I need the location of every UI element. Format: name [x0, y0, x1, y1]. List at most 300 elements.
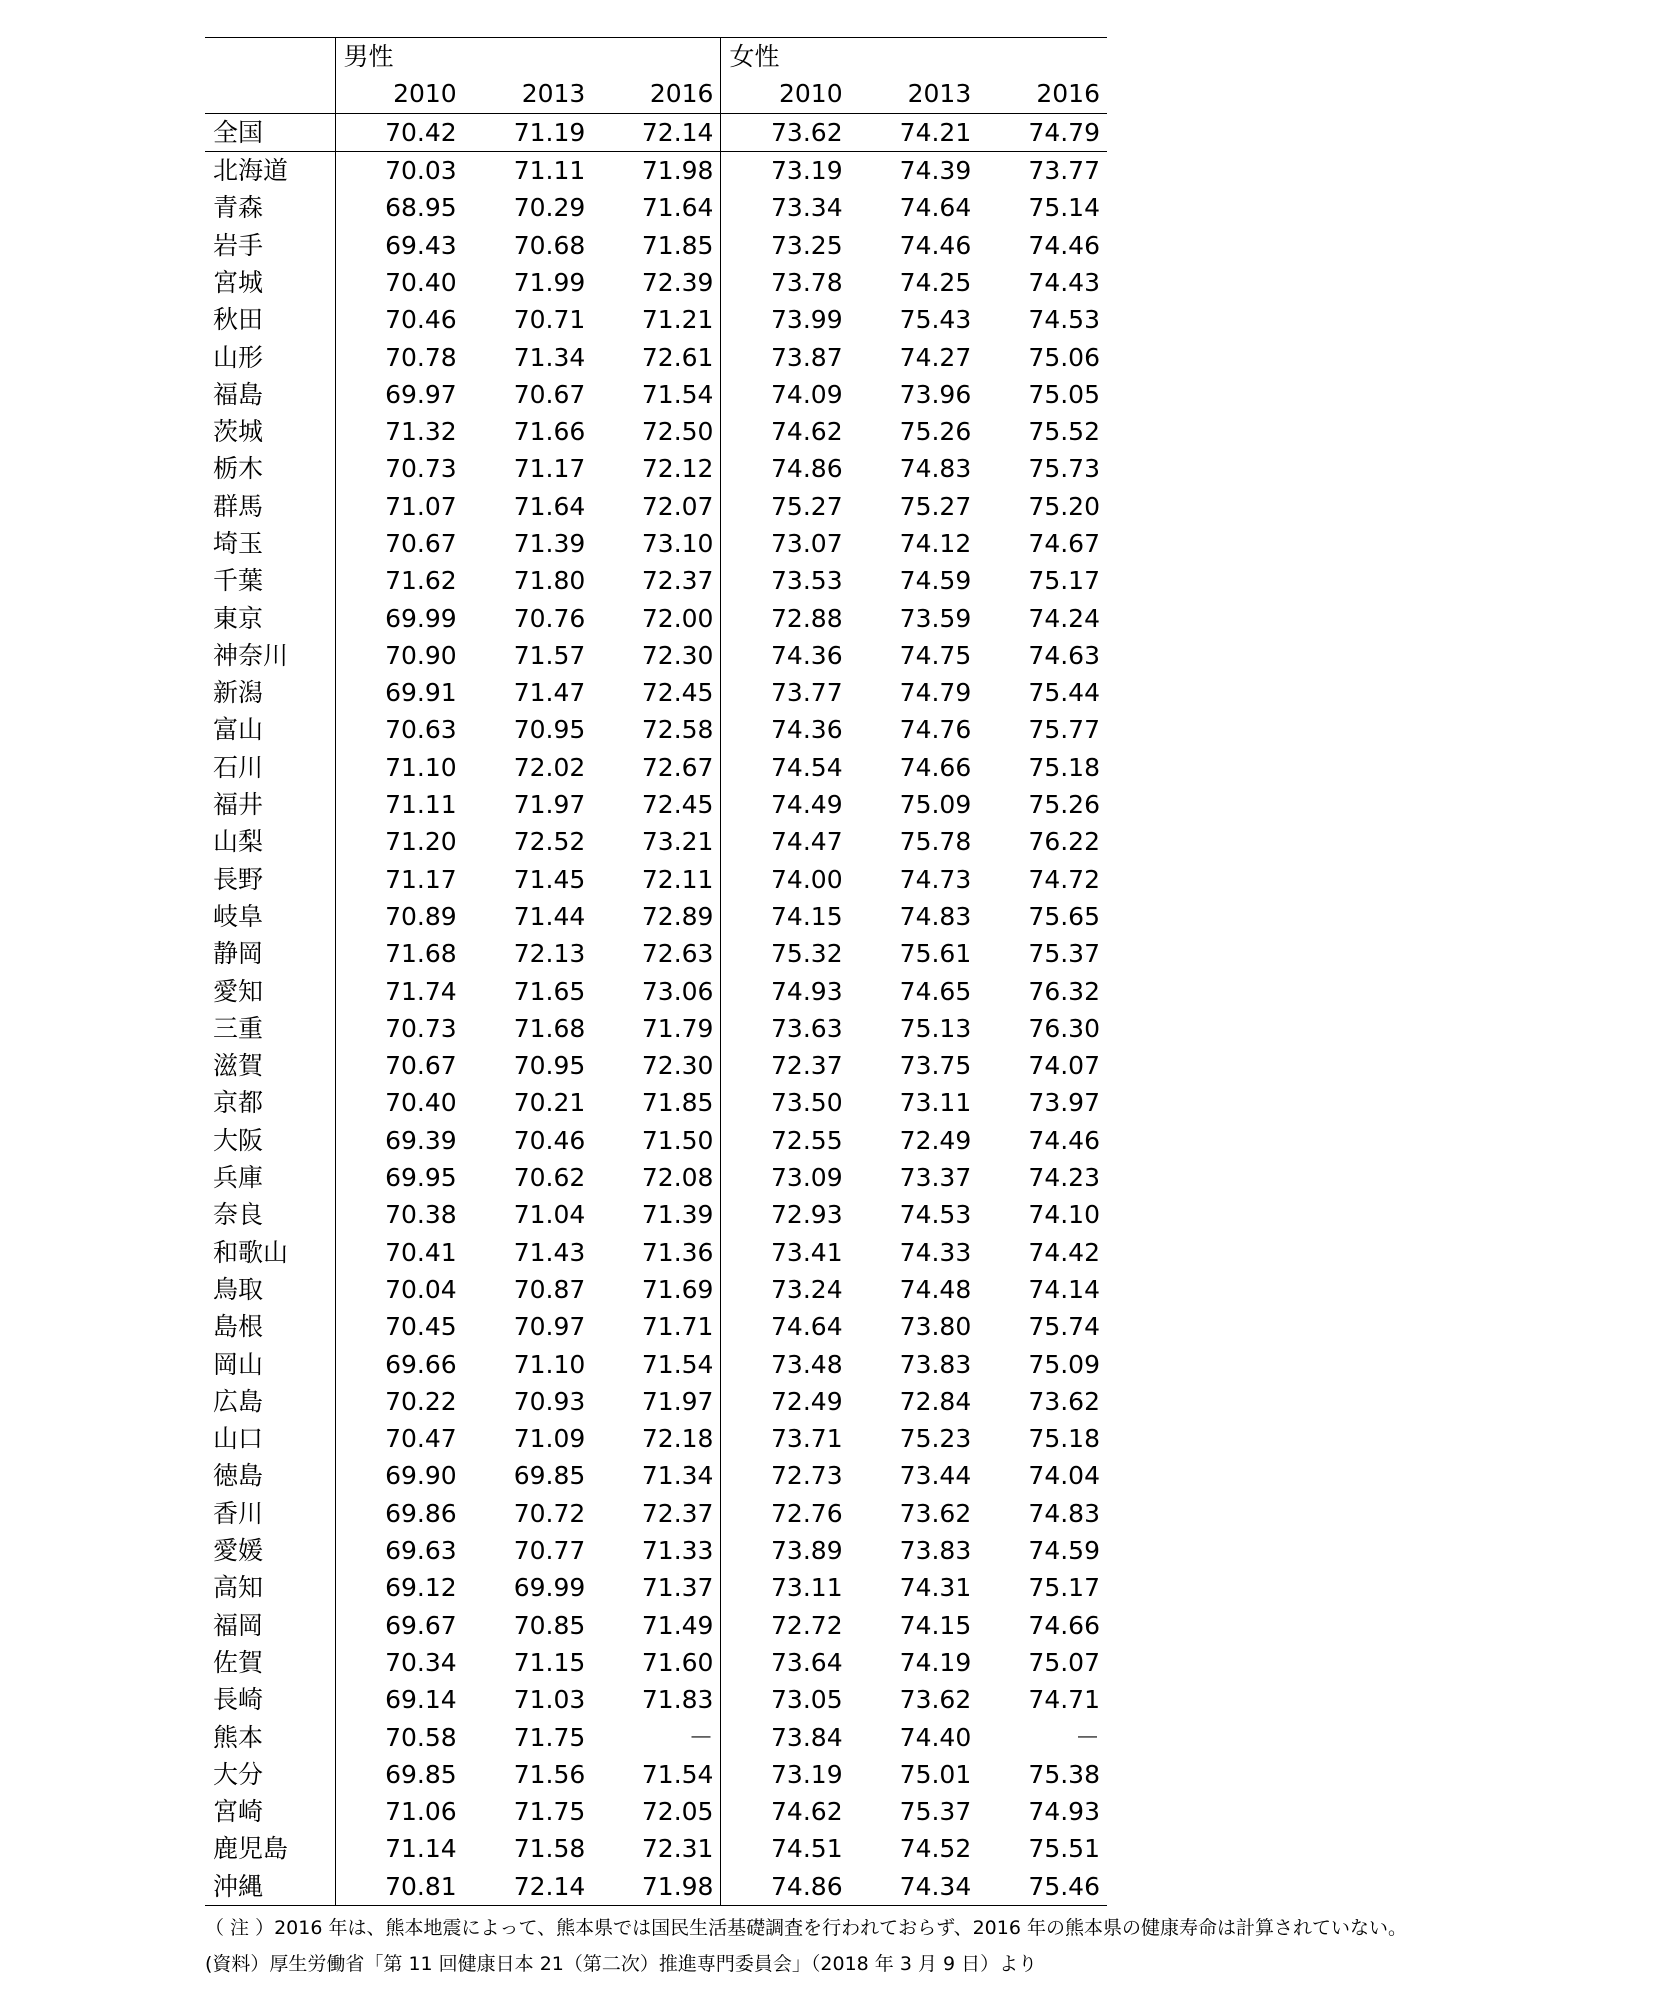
male-2013-cell: 70.67	[513, 379, 586, 409]
male-2013-cell: 71.75	[513, 1797, 586, 1827]
female-2016-cell: 74.04	[1028, 1461, 1100, 1491]
table-row	[205, 413, 1107, 450]
male-2010-cell: 69.97	[335, 376, 464, 413]
female-2013-cell: 72.49	[899, 1125, 972, 1155]
female-2016-cell: 75.06	[1028, 342, 1100, 372]
male-2016-cell: 72.18	[641, 1424, 714, 1454]
table-row	[205, 1495, 1107, 1532]
male-2013-cell: 72.02	[513, 752, 586, 782]
male-2016-cell: 71.36	[641, 1237, 714, 1267]
female-2013-cell: 74.15	[899, 1610, 972, 1640]
male-2013-cell: 72.52	[513, 827, 586, 857]
female-2016-cell: 74.14	[1028, 1274, 1100, 1304]
male-2016-cell: 72.12	[641, 454, 714, 484]
female-2016-cell: 74.66	[1028, 1610, 1100, 1640]
male-2016-cell: 71.34	[641, 1461, 714, 1491]
table-row	[205, 861, 1107, 898]
male-2013-cell: 71.66	[513, 417, 586, 447]
male-2016-cell: 71.97	[641, 1386, 714, 1416]
male-2013-cell: 71.64	[513, 491, 586, 521]
prefecture-cell: 東京	[213, 603, 264, 633]
male-2016-cell: 71.79	[641, 1013, 714, 1043]
female-2016-cell: 74.71	[1028, 1685, 1100, 1715]
table-row	[205, 1457, 1107, 1494]
male-2016-cell: 71.54	[641, 1349, 714, 1379]
female-2010-cell: 74.09	[721, 376, 850, 413]
male-2016-cell: 72.39	[641, 267, 714, 297]
table-row	[205, 1383, 1107, 1420]
male-2016-cell: 71.37	[641, 1573, 714, 1603]
prefecture-cell: 秋田	[213, 305, 264, 335]
prefecture-cell: 三重	[213, 1013, 264, 1043]
prefecture-cell: 奈良	[213, 1200, 264, 1230]
table-row	[205, 1345, 1107, 1382]
table-row	[205, 562, 1107, 599]
female-2013-cell: 73.37	[899, 1163, 972, 1193]
female-2010-cell: 74.54	[721, 749, 850, 786]
female-2010-cell: 75.32	[721, 935, 850, 972]
female-2013-cell: 74.73	[899, 864, 972, 894]
male-2016-cell: 72.45	[641, 790, 714, 820]
female-2013-cell: 75.13	[899, 1013, 972, 1043]
male-2016-cell: 72.30	[641, 640, 714, 670]
female-2016-cell: 75.37	[1028, 939, 1100, 969]
male-2010-cell: 70.22	[335, 1383, 464, 1420]
male-2013-cell: 70.95	[513, 1051, 586, 1081]
national-row	[205, 113, 1107, 151]
female-2013-cell: 75.23	[899, 1424, 972, 1454]
prefecture-cell: 福島	[213, 379, 264, 409]
female-2010-cell: 72.73	[721, 1457, 850, 1494]
male-year-2010: 2010	[335, 75, 464, 113]
male-2010-cell: 71.74	[335, 972, 464, 1009]
female-2013-cell: 74.19	[899, 1647, 972, 1677]
prefecture-cell: 熊本	[213, 1722, 264, 1752]
table-notes	[205, 1910, 1407, 1982]
male-2013-cell: 71.58	[513, 1834, 586, 1864]
prefecture-cell: 大分	[213, 1759, 264, 1789]
table-row	[205, 1196, 1107, 1233]
female-2010-cell: 74.51	[721, 1830, 850, 1867]
female-2016-cell: 75.38	[1028, 1759, 1100, 1789]
prefecture-cell: 鹿児島	[213, 1834, 289, 1864]
male-2010-cell: 70.47	[335, 1420, 464, 1457]
table-row	[205, 599, 1107, 636]
male-2016-cell: 71.33	[641, 1536, 714, 1566]
prefecture-cell: 和歌山	[213, 1237, 289, 1267]
table-row	[205, 450, 1107, 487]
female-2016-cell: 74.79	[978, 113, 1107, 151]
table-row	[205, 488, 1107, 525]
female-2010-cell: 73.48	[721, 1345, 850, 1382]
female-2010-cell: 73.07	[721, 525, 850, 562]
female-2010-cell: 73.63	[721, 1010, 850, 1047]
female-2010-cell: 74.64	[721, 1308, 850, 1345]
table-row	[205, 823, 1107, 860]
male-2013-cell: 71.19	[464, 113, 593, 151]
male-2016-cell: 71.49	[641, 1610, 714, 1640]
female-2016-cell: 75.26	[1028, 790, 1100, 820]
female-2013-cell: 74.12	[899, 529, 972, 558]
male-2013-cell: 71.75	[513, 1722, 586, 1752]
female-2013-cell: 73.83	[899, 1536, 972, 1566]
table-row	[205, 301, 1107, 338]
male-2013-cell: 71.39	[513, 529, 586, 558]
prefecture-cell: 佐賀	[213, 1647, 264, 1677]
table-row	[205, 1868, 1107, 1906]
male-2016-cell: 72.05	[641, 1797, 714, 1827]
male-group-label: 男性	[335, 38, 721, 76]
male-2013-cell: 70.62	[513, 1163, 586, 1193]
prefecture-cell: 愛知	[213, 976, 264, 1006]
female-2010-cell: 73.71	[721, 1420, 850, 1457]
female-2010-cell: 74.15	[721, 898, 850, 935]
male-2010-cell: 68.95	[335, 189, 464, 226]
female-2010-cell: 75.27	[721, 488, 850, 525]
male-2013-cell: 70.46	[513, 1125, 586, 1155]
table-row	[205, 637, 1107, 674]
male-2010-cell: 70.42	[335, 113, 464, 151]
prefecture-cell: 全国	[205, 113, 335, 151]
female-2013-cell: 73.44	[899, 1461, 972, 1491]
male-2013-cell: 70.95	[513, 715, 586, 745]
female-2010-cell: 72.49	[721, 1383, 850, 1420]
male-2013-cell: 71.80	[513, 566, 586, 596]
male-2010-cell: 70.34	[335, 1644, 464, 1681]
male-2016-cell: 71.69	[641, 1274, 714, 1304]
male-2010-cell: 71.11	[335, 786, 464, 823]
female-2016-cell: 74.07	[1028, 1051, 1100, 1081]
female-2016-cell: 75.07	[1028, 1647, 1100, 1677]
prefecture-cell: 埼玉	[213, 529, 264, 558]
female-2016-cell: 74.42	[1028, 1237, 1100, 1267]
female-2010-cell: 73.87	[721, 338, 850, 375]
female-year-2013: 2013	[850, 75, 979, 113]
prefecture-cell: 神奈川	[213, 640, 289, 670]
female-2013-cell: 74.46	[899, 230, 972, 260]
female-2016-cell: 75.52	[1028, 417, 1100, 447]
female-2010-cell: 73.11	[721, 1569, 850, 1606]
female-2010-cell: 73.84	[721, 1718, 850, 1755]
female-2013-cell: 75.78	[899, 827, 972, 857]
prefecture-cell: 福岡	[213, 1610, 264, 1640]
table-row	[205, 711, 1107, 748]
male-2010-cell: 69.43	[335, 226, 464, 263]
male-2016-cell: 72.58	[641, 715, 714, 745]
table-row	[205, 1308, 1107, 1345]
table-row	[205, 674, 1107, 711]
female-2016-cell: －	[1074, 1722, 1100, 1752]
male-2010-cell: 70.67	[335, 1047, 464, 1084]
corner-cell	[205, 75, 335, 113]
female-2016-cell: 74.53	[1028, 305, 1100, 335]
table-row	[205, 749, 1107, 786]
male-2010-cell: 69.99	[335, 599, 464, 636]
prefecture-cell: 静岡	[213, 939, 264, 969]
female-2013-cell: 74.75	[899, 640, 972, 670]
prefecture-cell: 宮城	[213, 267, 264, 297]
male-2013-cell: 71.03	[513, 1685, 586, 1715]
table-row	[205, 1718, 1107, 1755]
male-2013-cell: 71.11	[513, 156, 586, 186]
female-2010-cell: 73.50	[721, 1084, 850, 1121]
female-2010-cell: 73.62	[721, 113, 850, 151]
female-2013-cell: 74.40	[899, 1722, 972, 1752]
male-2016-cell: 71.64	[641, 193, 714, 223]
female-2016-cell: 74.72	[1028, 864, 1100, 894]
male-2013-cell: 71.57	[513, 640, 586, 670]
table-row	[205, 1420, 1107, 1457]
male-2013-cell: 71.09	[513, 1424, 586, 1454]
male-2010-cell: 70.73	[335, 1010, 464, 1047]
female-2013-cell: 74.27	[899, 342, 972, 372]
male-2016-cell: 72.89	[641, 901, 714, 931]
male-2010-cell: 71.62	[335, 562, 464, 599]
table-row	[205, 1793, 1107, 1830]
prefecture-cell: 石川	[213, 752, 264, 782]
female-2013-cell: 75.01	[899, 1759, 972, 1789]
female-2016-cell: 75.17	[1028, 566, 1100, 596]
female-2016-cell: 74.83	[1028, 1498, 1100, 1528]
prefecture-cell: 滋賀	[213, 1051, 264, 1081]
table-row	[205, 1606, 1107, 1643]
male-2016-cell: 73.10	[641, 529, 714, 558]
male-2016-cell: 71.71	[641, 1312, 714, 1342]
prefecture-cell: 茨城	[213, 417, 264, 447]
male-2010-cell: 71.10	[335, 749, 464, 786]
female-2013-cell: 74.31	[899, 1573, 972, 1603]
male-2016-cell: 72.30	[641, 1051, 714, 1081]
year-header-row	[205, 75, 1107, 113]
male-2010-cell: 70.89	[335, 898, 464, 935]
male-2013-cell: 71.45	[513, 864, 586, 894]
female-2013-cell: 74.21	[850, 113, 979, 151]
female-2010-cell: 73.53	[721, 562, 850, 599]
male-2010-cell: 71.06	[335, 1793, 464, 1830]
prefecture-cell: 北海道	[213, 156, 289, 186]
female-year-2016: 2016	[978, 75, 1107, 113]
male-2016-cell: 71.54	[641, 1759, 714, 1789]
female-2016-cell: 75.09	[1028, 1349, 1100, 1379]
female-2016-cell: 74.63	[1028, 640, 1100, 670]
table-row	[205, 1084, 1107, 1121]
prefecture-cell: 山梨	[213, 827, 264, 857]
female-2016-cell: 75.51	[1028, 1834, 1100, 1864]
female-2010-cell: 73.41	[721, 1234, 850, 1271]
table-row	[205, 525, 1107, 562]
table-row	[205, 1159, 1107, 1196]
male-2013-cell: 69.99	[513, 1573, 586, 1603]
male-2016-cell: 71.39	[641, 1200, 714, 1230]
prefecture-cell: 香川	[213, 1498, 264, 1528]
female-2010-cell: 73.24	[721, 1271, 850, 1308]
male-2010-cell: 69.67	[335, 1606, 464, 1643]
male-2016-cell: 72.11	[641, 864, 714, 894]
male-2010-cell: 71.07	[335, 488, 464, 525]
female-2013-cell: 75.43	[899, 305, 972, 335]
male-2013-cell: 71.97	[513, 790, 586, 820]
prefecture-cell: 岩手	[213, 230, 264, 260]
female-2013-cell: 74.66	[899, 752, 972, 782]
male-2010-cell: 70.67	[335, 525, 464, 562]
female-2010-cell: 72.88	[721, 599, 850, 636]
female-2010-cell: 73.64	[721, 1644, 850, 1681]
female-2010-cell: 73.05	[721, 1681, 850, 1718]
prefecture-cell: 高知	[213, 1573, 264, 1603]
note-text: （ 注 ）2016 年は、熊本地震によって、熊本県では国民生活基礎調査を行われておらず、2016 年の熊本県の健康寿命は計算されていない。	[205, 1917, 1407, 1939]
female-2013-cell: 73.96	[899, 379, 972, 409]
male-2013-cell: 71.65	[513, 976, 586, 1006]
female-2010-cell: 74.49	[721, 786, 850, 823]
female-2016-cell: 74.67	[1028, 529, 1100, 558]
male-2013-cell: 70.77	[513, 1536, 586, 1566]
female-2016-cell: 75.20	[1028, 491, 1100, 521]
female-2016-cell: 75.05	[1028, 379, 1100, 409]
table-row	[205, 972, 1107, 1009]
prefecture-cell: 京都	[213, 1088, 264, 1118]
female-2013-cell: 74.59	[899, 566, 972, 596]
female-2013-cell: 74.65	[899, 976, 972, 1006]
male-2016-cell: 71.54	[641, 379, 714, 409]
female-2010-cell: 73.77	[721, 674, 850, 711]
female-2013-cell: 75.61	[899, 939, 972, 969]
female-2013-cell: 75.27	[899, 491, 972, 521]
female-2016-cell: 74.23	[1028, 1163, 1100, 1193]
prefecture-cell: 千葉	[213, 566, 264, 596]
male-2013-cell: 70.72	[513, 1498, 586, 1528]
male-2013-cell: 70.97	[513, 1312, 586, 1342]
female-2016-cell: 74.93	[1028, 1797, 1100, 1827]
male-2013-cell: 71.17	[513, 454, 586, 484]
female-2013-cell: 73.75	[899, 1051, 972, 1081]
female-2013-cell: 74.83	[899, 454, 972, 484]
male-2013-cell: 71.43	[513, 1237, 586, 1267]
female-2010-cell: 73.99	[721, 301, 850, 338]
male-2010-cell: 70.73	[335, 450, 464, 487]
female-2010-cell: 74.62	[721, 1793, 850, 1830]
male-2016-cell: 72.67	[641, 752, 714, 782]
prefecture-cell: 長野	[213, 864, 264, 894]
female-2013-cell: 73.11	[899, 1088, 972, 1118]
female-2010-cell: 73.78	[721, 264, 850, 301]
female-2013-cell: 72.84	[899, 1386, 972, 1416]
male-2013-cell: 69.85	[513, 1461, 586, 1491]
male-2016-cell: 71.21	[641, 305, 714, 335]
prefecture-cell: 徳島	[213, 1461, 264, 1491]
female-2016-cell: 76.22	[1028, 827, 1100, 857]
female-2010-cell: 74.36	[721, 637, 850, 674]
male-2013-cell: 70.93	[513, 1386, 586, 1416]
male-2016-cell: 72.31	[641, 1834, 714, 1864]
prefecture-cell: 新潟	[213, 678, 264, 708]
female-2013-cell: 75.09	[899, 790, 972, 820]
male-2010-cell: 70.90	[335, 637, 464, 674]
male-2013-cell: 70.76	[513, 603, 586, 633]
table-row	[205, 1047, 1107, 1084]
prefecture-cell: 島根	[213, 1312, 264, 1342]
female-2010-cell: 74.47	[721, 823, 850, 860]
male-2010-cell: 69.66	[335, 1345, 464, 1382]
prefecture-cell: 群馬	[213, 491, 264, 521]
male-2010-cell: 71.17	[335, 861, 464, 898]
table-row	[205, 786, 1107, 823]
female-2013-cell: 74.33	[899, 1237, 972, 1267]
female-2016-cell: 73.62	[1028, 1386, 1100, 1416]
table-row	[205, 1569, 1107, 1606]
male-2010-cell: 69.86	[335, 1495, 464, 1532]
male-2010-cell: 70.58	[335, 1718, 464, 1755]
female-2013-cell: 73.59	[899, 603, 972, 633]
female-2013-cell: 75.37	[899, 1797, 972, 1827]
male-2013-cell: 71.04	[513, 1200, 586, 1230]
prefecture-cell: 岐阜	[213, 901, 264, 931]
female-2010-cell: 73.25	[721, 226, 850, 263]
prefecture-cell: 広島	[213, 1386, 264, 1416]
prefecture-cell: 大阪	[213, 1125, 264, 1155]
prefecture-cell: 宮崎	[213, 1797, 264, 1827]
female-2016-cell: 74.24	[1028, 603, 1100, 633]
table-row	[205, 376, 1107, 413]
male-2013-cell: 70.29	[513, 193, 586, 223]
male-2010-cell: 69.63	[335, 1532, 464, 1569]
female-2016-cell: 73.97	[1028, 1088, 1100, 1118]
male-2010-cell: 70.03	[335, 151, 464, 189]
prefecture-cell: 山形	[213, 342, 264, 372]
male-2013-cell: 71.99	[513, 267, 586, 297]
male-2010-cell: 71.68	[335, 935, 464, 972]
male-2013-cell: 71.56	[513, 1759, 586, 1789]
female-2016-cell: 75.65	[1028, 901, 1100, 931]
female-2016-cell: 75.44	[1028, 678, 1100, 708]
female-2016-cell: 76.32	[1028, 976, 1100, 1006]
male-2016-cell: 72.50	[641, 417, 714, 447]
male-2016-cell: 72.07	[641, 491, 714, 521]
female-2010-cell: 73.89	[721, 1532, 850, 1569]
male-2016-cell: 71.85	[641, 230, 714, 260]
source-text: (資料）厚生労働省「第 11 回健康日本 21（第二次）推進専門委員会」（2018 年 3 月 9 日）より	[205, 1953, 1038, 1975]
male-2016-cell: 72.45	[641, 678, 714, 708]
female-2013-cell: 74.39	[899, 156, 972, 186]
female-2013-cell: 74.79	[899, 678, 972, 708]
table-row	[205, 1234, 1107, 1271]
female-2013-cell: 74.83	[899, 901, 972, 931]
female-2016-cell: 76.30	[1028, 1013, 1100, 1043]
female-2016-cell: 75.77	[1028, 715, 1100, 745]
table-row	[205, 1532, 1107, 1569]
female-2013-cell: 73.83	[899, 1349, 972, 1379]
male-2010-cell: 69.90	[335, 1457, 464, 1494]
male-2010-cell: 69.85	[335, 1756, 464, 1793]
male-2010-cell: 70.81	[335, 1868, 464, 1906]
female-2010-cell: 72.93	[721, 1196, 850, 1233]
male-2010-cell: 70.63	[335, 711, 464, 748]
male-2016-cell: 72.63	[641, 939, 714, 969]
table-row	[205, 1756, 1107, 1793]
male-2010-cell: 70.40	[335, 264, 464, 301]
prefecture-cell: 栃木	[213, 454, 264, 484]
female-2016-cell: 74.46	[1028, 1125, 1100, 1155]
female-2013-cell: 73.80	[899, 1312, 972, 1342]
male-2016-cell: －	[688, 1722, 714, 1752]
male-2013-cell: 71.47	[513, 678, 586, 708]
male-2013-cell: 72.14	[464, 1868, 593, 1906]
male-2016-cell: 73.06	[641, 976, 714, 1006]
male-2010-cell: 69.14	[335, 1681, 464, 1718]
table-row	[205, 1644, 1107, 1681]
male-2010-cell: 70.40	[335, 1084, 464, 1121]
male-2013-cell: 71.68	[513, 1013, 586, 1043]
female-2013-cell: 73.62	[899, 1685, 972, 1715]
